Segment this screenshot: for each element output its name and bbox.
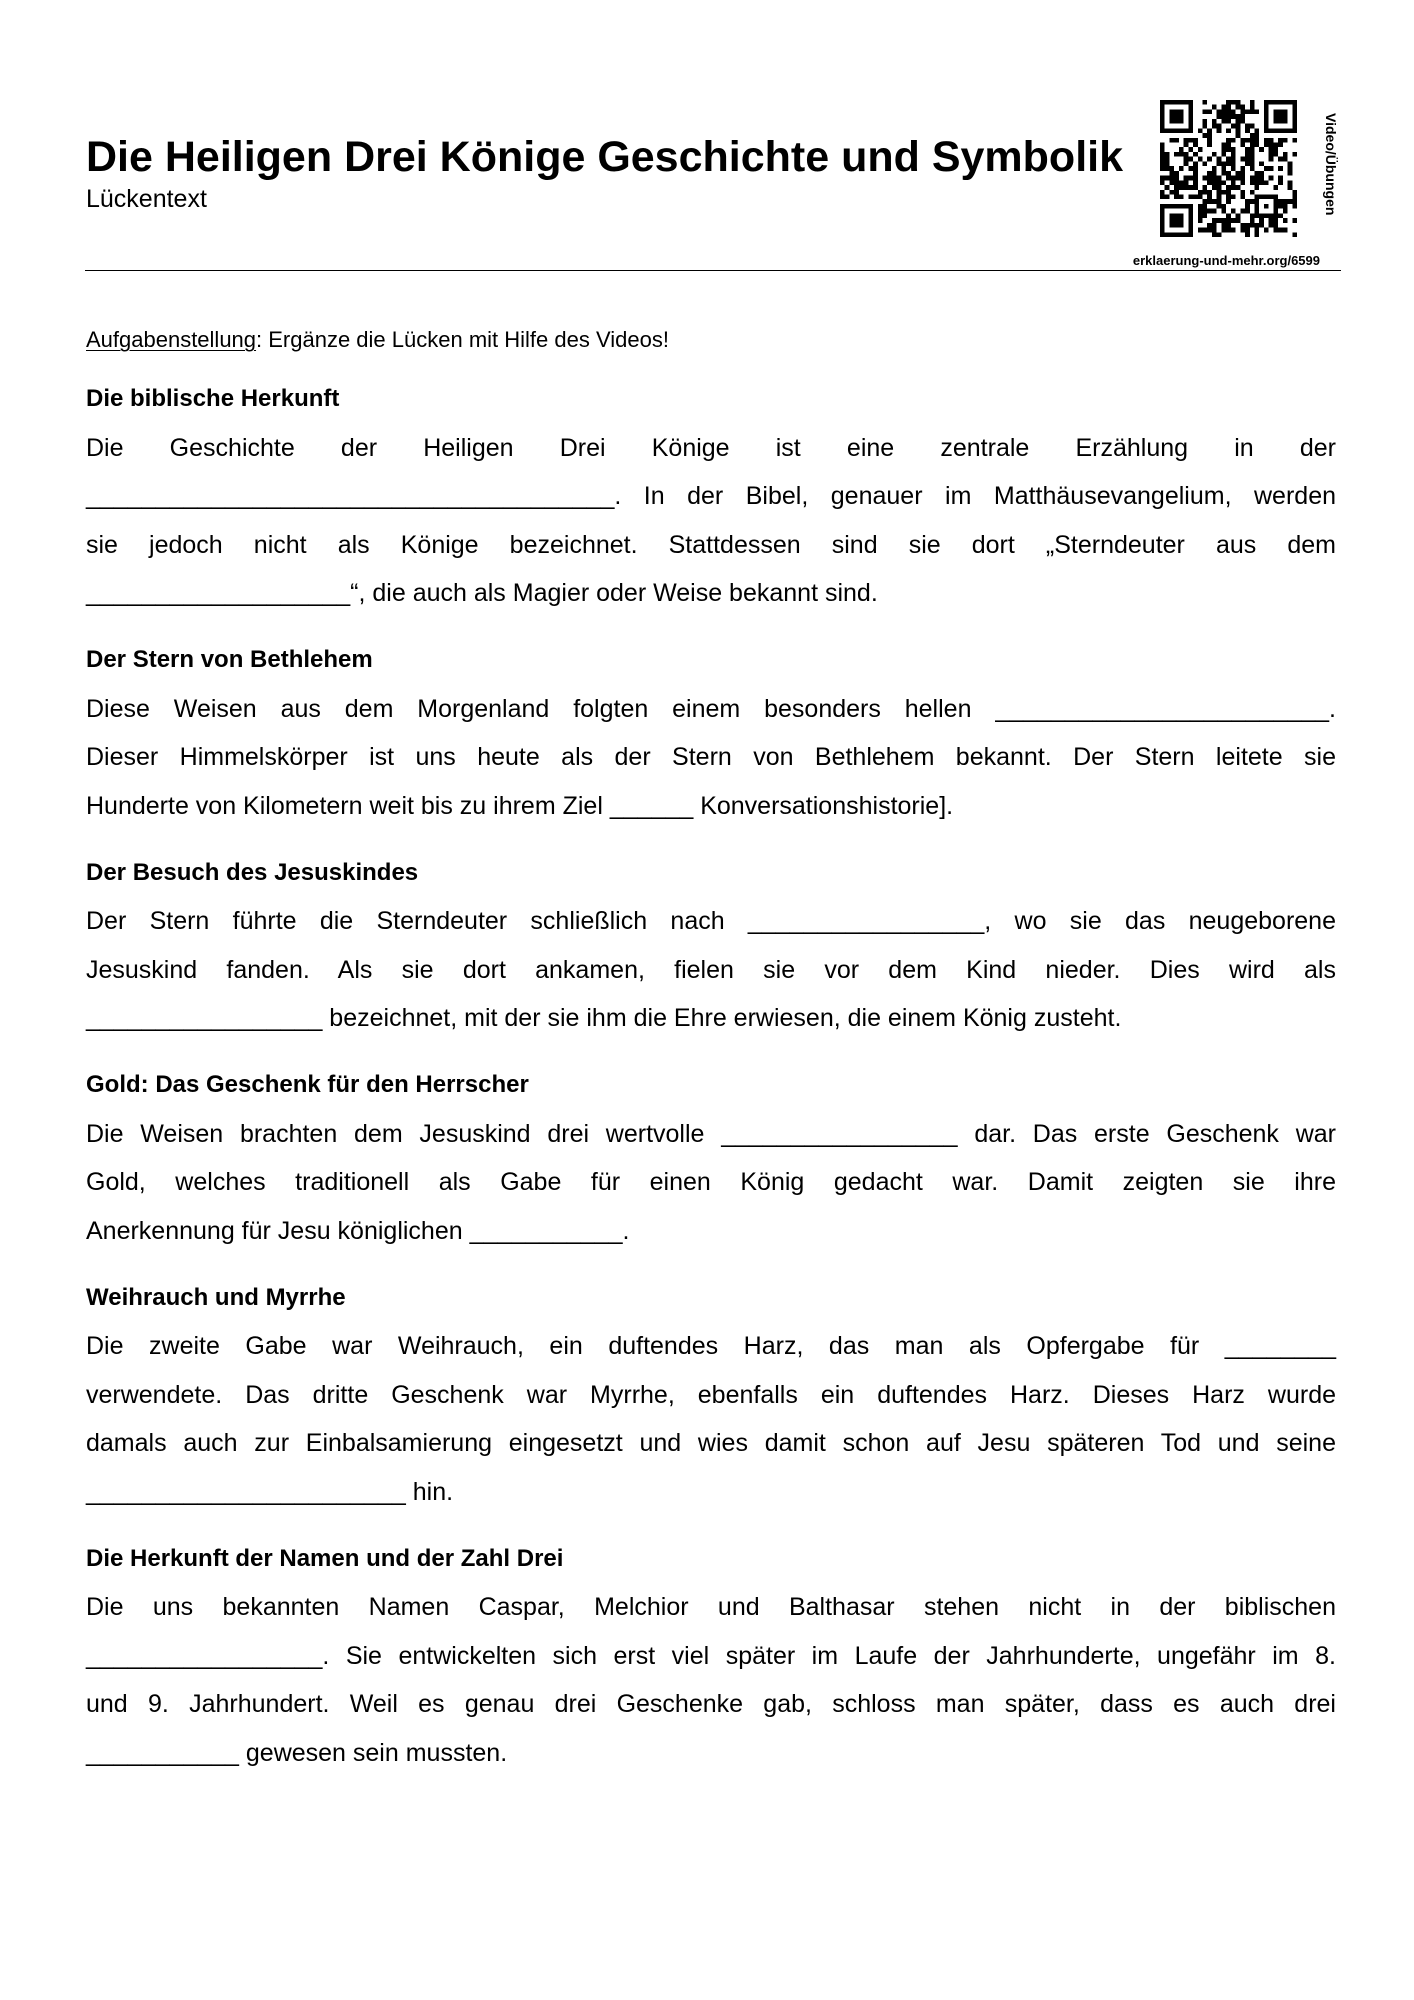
text-line: sie jedoch nicht als Könige bezeichnet. Stattdessen sind sie dort „Sterndeuter aus dem <box>86 530 1336 559</box>
text-line: ______________________________________. In der Bibel, genauer im Matthäusevangelium, werden <box>86 482 1336 510</box>
section-heading: Der Besuch des Jesuskindes <box>86 858 419 886</box>
text-line: Diese Weisen aus dem Morgenland folgten einem besonders hellen ________________________. <box>86 694 1336 723</box>
qr-code <box>1160 100 1297 237</box>
text-line: und 9. Jahrhundert. Weil es genau drei Geschenke gab, schloss man später, dass es auch drei <box>86 1690 1336 1718</box>
section-weihrauch-myrrhe <box>86 1274 1336 1517</box>
worksheet-body <box>86 316 1336 1796</box>
qr-side-label: Video/Übungen <box>1323 113 1339 216</box>
section-herkunft-namen <box>86 1535 1336 1778</box>
section-heading: Die biblische Herkunft <box>86 385 340 412</box>
text-line: Jesuskind fanden. Als sie dort ankamen, fielen sie vor dem Kind nieder. Dies wird als <box>86 955 1336 984</box>
text-line: Gold, welches traditionell als Gabe für einen König gedacht war. Damit zeigten sie ihre <box>86 1168 1336 1196</box>
page-subtitle: Lückentext <box>86 185 207 213</box>
text-line: damals auch zur Einbalsamierung eingesetzt und wies damit schon auf Jesu späteren Tod und seine <box>86 1429 1336 1457</box>
section-heading: Weihrauch und Myrrhe <box>86 1283 346 1311</box>
section-biblische-herkunft <box>86 375 1336 618</box>
text-line: Der Stern führte die Sterndeuter schließlich nach _________________, wo sie das neugeborene <box>86 907 1336 935</box>
header-divider <box>85 270 1341 271</box>
task-text: : Ergänze die Lücken mit Hilfe des Videos! <box>256 327 669 352</box>
section-heading: Gold: Das Geschenk für den Herrscher <box>86 1071 529 1098</box>
text-line: _________________. Sie entwickelten sich erst viel später im Laufe der Jahrhunderte, ungefähr im 8. <box>86 1641 1336 1670</box>
page-title: Die Heiligen Drei Könige Geschichte und Symbolik <box>86 133 1123 181</box>
task-label: Aufgabenstellung <box>86 327 257 352</box>
text-line: verwendete. Das dritte Geschenk war Myrrhe, ebenfalls ein duftendes Harz. Dieses Harz wurde <box>86 1380 1336 1409</box>
text-line: Hunderte von Kilometern weit bis zu ihrem Ziel ______ Konversationshistorie]. <box>86 791 954 820</box>
text-line: Die uns bekannten Namen Caspar, Melchior und Balthasar stehen nicht in der biblischen <box>86 1593 1336 1621</box>
text-line: Anerkennung für Jesu königlichen ___________. <box>86 1216 630 1245</box>
text-line: _________________ bezeichnet, mit der sie ihm die Ehre erwiesen, die einem König zusteht. <box>86 1004 1122 1032</box>
section-stern-von-bethlehem <box>86 636 1336 830</box>
section-heading: Der Stern von Bethlehem <box>86 646 373 673</box>
text-line: Die zweite Gabe war Weihrauch, ein duftendes Harz, das man als Opfergabe für ________ <box>86 1332 1336 1360</box>
source-url: erklaerung-und-mehr.org/6599 <box>1132 253 1320 268</box>
text-line: ___________________“, die auch als Magier oder Weise bekannt sind. <box>86 579 878 607</box>
text-line: _______________________ hin. <box>86 1477 454 1506</box>
text-line: Die Geschichte der Heiligen Drei Könige ist eine zentrale Erzählung in der <box>86 433 1336 462</box>
text-line: Die Weisen brachten dem Jesuskind drei wertvolle _________________ dar. Das erste Geschenk war <box>86 1119 1336 1148</box>
task-instruction <box>86 316 1336 365</box>
section-gold <box>86 1061 1336 1255</box>
text-line: ___________ gewesen sein mussten. <box>86 1738 508 1767</box>
section-besuch-jesuskind <box>86 849 1336 1043</box>
section-heading: Die Herkunft der Namen und der Zahl Drei <box>86 1544 564 1572</box>
text-line: Dieser Himmelskörper ist uns heute als der Stern von Bethlehem bekannt. Der Stern leitete sie <box>86 743 1336 771</box>
